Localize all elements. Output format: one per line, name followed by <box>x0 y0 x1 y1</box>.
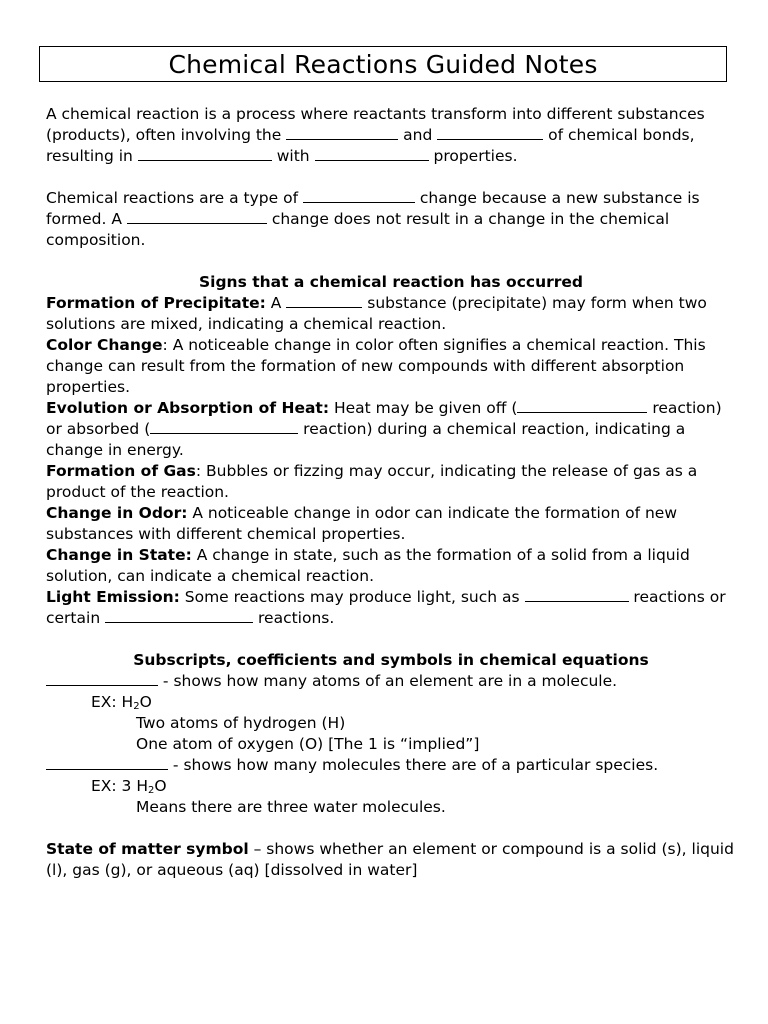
fill-blank[interactable] <box>286 125 398 140</box>
intro-text-5: properties. <box>428 147 518 165</box>
term-color: Color Change <box>46 336 163 354</box>
intro-text-1: A chemical reaction is a process where reactants transform into different substances (products), often involving the <box>46 105 705 144</box>
notes-body <box>46 104 736 881</box>
fill-blank[interactable] <box>286 293 362 308</box>
fill-blank[interactable] <box>517 398 647 413</box>
sign-gas: Formation of Gas: Bubbles or fizzing may occur, indicating the release of gas as a product of the reaction. <box>46 462 698 501</box>
term-gas: Formation of Gas <box>46 462 196 480</box>
fill-blank[interactable] <box>315 146 429 161</box>
change-paragraph <box>46 188 736 251</box>
change-text-3: change does not result in a change in the chemical composition. <box>46 210 670 249</box>
term-precipitate: Formation of Precipitate: <box>46 294 266 312</box>
sign-light: Light Emission: Some reactions may produce light, such as reactions or certain reactions. <box>46 588 726 627</box>
sign-color: Color Change: A noticeable change in color often signifies a chemical reaction. This change can result from the formation of new compounds with different absorption properties. <box>46 336 706 396</box>
fill-blank[interactable] <box>138 146 272 161</box>
equations-heading: Subscripts, coefficients and symbols in chemical equations <box>133 651 649 669</box>
term-light: Light Emission: <box>46 588 180 606</box>
fill-blank[interactable] <box>105 608 253 623</box>
fill-blank[interactable] <box>46 755 168 770</box>
fill-blank[interactable] <box>46 671 158 686</box>
fill-blank[interactable] <box>303 188 415 203</box>
fill-blank[interactable] <box>150 419 298 434</box>
sign-heat: Evolution or Absorption of Heat: Heat may be given off ( reaction) or absorbed ( reaction) during a chemical reaction, indicating a change in energy. <box>46 399 722 459</box>
intro-text-3: of chemical bonds, resulting in <box>46 126 695 165</box>
term-odor: Change in Odor: <box>46 504 188 522</box>
intro-text-2: and <box>398 126 438 144</box>
example-coefficient: EX: 3 $H_2O$ <box>91 777 167 796</box>
fill-blank[interactable] <box>437 125 543 140</box>
fill-blank[interactable] <box>127 209 267 224</box>
example-subscript-line-1: Two atoms of hydrogen (H) <box>136 714 346 732</box>
term-state: Change in State: <box>46 546 192 564</box>
example-subscript: EX: $H_2O$ <box>91 693 152 712</box>
term-state-symbol: State of matter symbol <box>46 840 249 858</box>
state-symbol-definition: State of matter symbol – shows whether an element or compound is a solid (s), liquid (l), gas (g), or aqueous (aq) [dissolved in water] <box>46 840 734 879</box>
intro-paragraph <box>46 104 736 167</box>
sign-odor: Change in Odor: A noticeable change in odor can indicate the formation of new substances with different chemical properties. <box>46 504 677 543</box>
example-subscript-line-2: One atom of oxygen (O) [The 1 is “implied”] <box>136 735 480 753</box>
fill-blank[interactable] <box>525 587 629 602</box>
coefficient-definition: - shows how many molecules there are of a particular species. <box>46 755 736 776</box>
change-text-1: Chemical reactions are a type of <box>46 189 303 207</box>
term-heat: Evolution or Absorption of Heat: <box>46 399 330 417</box>
sign-precipitate: Formation of Precipitate: A substance (precipitate) may form when two solutions are mixed, indicating a chemical reaction. <box>46 294 707 333</box>
page-title: Chemical Reactions Guided Notes <box>39 46 727 82</box>
change-text-2: change because a new substance is formed. A <box>46 189 700 228</box>
example-coefficient-line-1: Means there are three water molecules. <box>136 798 446 816</box>
intro-text-4: with <box>271 147 315 165</box>
subscript-definition: - shows how many atoms of an element are in a molecule. <box>46 671 736 692</box>
signs-heading: Signs that a chemical reaction has occurred <box>198 273 584 291</box>
sign-state: Change in State: A change in state, such as the formation of a solid from a liquid solution, can indicate a chemical reaction. <box>46 546 690 585</box>
